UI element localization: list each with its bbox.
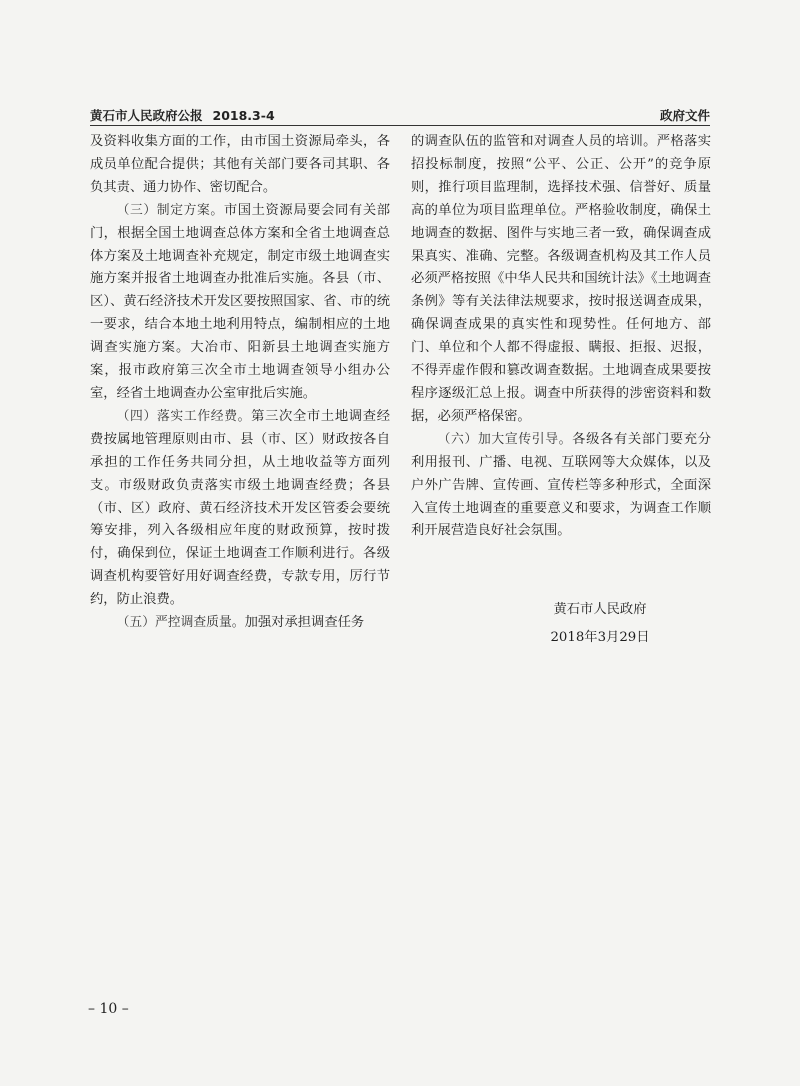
section-heading: （六）加大宣传引导。	[437, 431, 573, 447]
section-heading: （五）严控调查质量。	[116, 615, 245, 631]
section-label: 政府文件	[659, 108, 710, 123]
paragraph-funding	[90, 406, 390, 612]
right-column	[411, 131, 711, 543]
paragraph-body: 加强对承担调查任务	[244, 615, 365, 631]
paragraph: 的调查队伍的监管和对调查人员的培训。严格落实招投标制度，按照“公平、公正、公开”的竞争原则，推行项目监理制，选择技术强、信誉好、质量高的单位为项目监理单位。严格验收制度，确保土地调查的数据、图件与实地三者一致，确保调查成果真实、准确、完整。各级调查机构及其工作人员必须严格按照《中华人民共和国统计法》《土地调查条例》等有关法律法规要求，按时报送调查成果，确保调查成果的真实性和现势性。任何地方、部门、单位和个人都不得虚报、瞒报、拒报、迟报，不得弄虚作假和篡改调查数据。土地调查成果要按程序逐级汇总上报。调查中所获得的涉密资料和数据，必须严格保密。	[411, 134, 711, 424]
section-heading: （四）落实工作经费。	[116, 408, 252, 424]
left-column	[90, 131, 390, 635]
signature-org: 黄石市人民政府	[553, 602, 647, 617]
publication-title: 黄石市人民政府公报	[90, 108, 203, 123]
paragraph-body: 第三次全市土地调查经费按属地管理原则由市、县（市、区）财政按各自承担的工作任务共同分担，从土地收益等方面列支。市级财政负责落实市级土地调查经费；各县（市、区）政府、黄石经济技术开发区管委会要统筹安排，列入各级相应年度的财政预算，按时拨付，确保到位，保证土地调查工作顺利进行。各级调查机构要管好用好调查经费，专款专用，厉行节约，防止浪费。	[90, 408, 390, 608]
paragraph-make-plan	[90, 200, 390, 406]
paragraph-body: 各级各有关部门要充分利用报刊、广播、电视、互联网等大众媒体，以及户外广告牌、宣传画、宣传栏等多种形式，全面深入宣传土地调查的重要意义和要求，为调查工作顺利开展营造良好社会氛围。	[411, 431, 711, 539]
header-rule	[90, 125, 710, 126]
paragraph: 及资料收集方面的工作，由市国土资源局牵头，各成员单位配合提供；其他有关部门要各司其职、各负其责、通力协作、密切配合。	[90, 134, 390, 195]
running-header	[90, 106, 710, 124]
section-heading: （三）制定方案。	[116, 202, 224, 218]
header-left	[90, 106, 275, 124]
page-number: – 10 –	[88, 1001, 129, 1017]
paragraph-publicity	[411, 429, 711, 544]
signature-date: 2018年3月29日	[550, 630, 650, 645]
paragraph-quality	[90, 612, 390, 635]
issue-number: 2018.3-4	[212, 108, 275, 123]
paragraph-body: 市国土资源局要会同有关部门，根据全国土地调查总体方案和全省土地调查总体方案及土地调查补充规定，制定市级土地调查实施方案并报省土地调查办批准后实施。各县（市、区）、黄石经济技术开发区要按照国家、省、市的统一要求，结合本地土地利用特点，编制相应的土地调查实施方案。大冶市、阳新县土地调查实施方案，报市政府第三次全市土地调查领导小组办公室，经省土地调查办公室审批后实施。	[90, 202, 391, 401]
